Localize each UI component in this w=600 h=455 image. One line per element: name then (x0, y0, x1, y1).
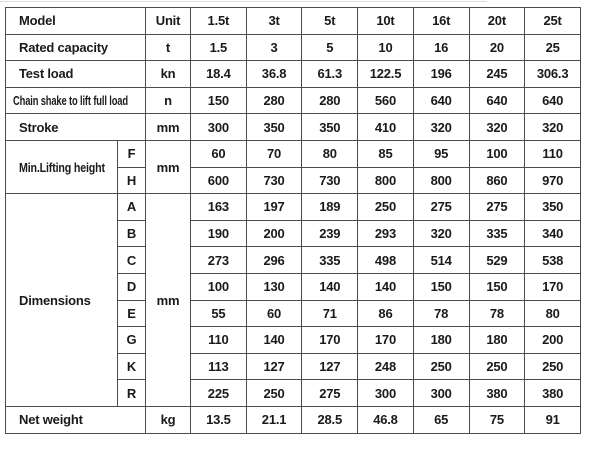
value-cell: 170 (302, 327, 358, 354)
value-cell: 320 (413, 114, 469, 141)
value-cell: 140 (358, 273, 414, 300)
value-cell: 300 (413, 380, 469, 407)
value-cell: 170 (525, 273, 581, 300)
unit-cell: t (146, 34, 191, 61)
value-cell: 1.5 (191, 34, 247, 61)
unit-column-header: Unit (146, 8, 191, 35)
value-cell: 3 (246, 34, 302, 61)
row-label-test-load: Test load (6, 61, 146, 88)
value-cell: 140 (246, 327, 302, 354)
value-cell: 275 (413, 194, 469, 221)
sub-row-label: B (118, 220, 146, 247)
value-cell: 320 (413, 220, 469, 247)
value-cell: 320 (469, 114, 525, 141)
value-cell: 335 (302, 247, 358, 274)
row-label-min-lifting-height: Min.Lifting height (6, 140, 118, 193)
value-cell: 380 (469, 380, 525, 407)
value-cell: 350 (302, 114, 358, 141)
row-label-net-weight: Net weight (6, 406, 146, 433)
sub-row-label: K (118, 353, 146, 380)
value-cell: 170 (358, 327, 414, 354)
value-cell: 25 (525, 34, 581, 61)
value-cell: 180 (469, 327, 525, 354)
column-header: 25t (525, 8, 581, 35)
table-row (6, 34, 581, 61)
table-row (6, 87, 581, 114)
value-cell: 180 (413, 327, 469, 354)
value-cell: 55 (191, 300, 247, 327)
table-row (6, 194, 581, 221)
value-cell: 10 (358, 34, 414, 61)
value-cell: 498 (358, 247, 414, 274)
value-cell: 150 (413, 273, 469, 300)
row-label-dimensions: Dimensions (6, 194, 118, 407)
value-cell: 18.4 (191, 61, 247, 88)
sub-row-label: A (118, 194, 146, 221)
value-cell: 36.8 (246, 61, 302, 88)
value-cell: 130 (246, 273, 302, 300)
value-cell: 20 (469, 34, 525, 61)
value-cell: 110 (525, 140, 581, 167)
column-header: 1.5t (191, 8, 247, 35)
column-header: 5t (302, 8, 358, 35)
value-cell: 800 (358, 167, 414, 194)
table-row (6, 114, 581, 141)
unit-cell: kg (146, 406, 191, 433)
value-cell: 410 (358, 114, 414, 141)
value-cell: 300 (358, 380, 414, 407)
value-cell: 78 (413, 300, 469, 327)
value-cell: 95 (413, 140, 469, 167)
column-header: 3t (246, 8, 302, 35)
unit-cell: mm (146, 140, 191, 193)
value-cell: 122.5 (358, 61, 414, 88)
value-cell: 16 (413, 34, 469, 61)
crop-artifact-line (0, 1, 487, 2)
value-cell: 46.8 (358, 406, 414, 433)
sub-row-label: R (118, 380, 146, 407)
value-cell: 280 (302, 87, 358, 114)
value-cell: 200 (246, 220, 302, 247)
value-cell: 60 (191, 140, 247, 167)
value-cell: 225 (191, 380, 247, 407)
value-cell: 190 (191, 220, 247, 247)
value-cell: 91 (525, 406, 581, 433)
value-cell: 250 (413, 353, 469, 380)
value-cell: 189 (302, 194, 358, 221)
value-cell: 78 (469, 300, 525, 327)
value-cell: 335 (469, 220, 525, 247)
value-cell: 127 (246, 353, 302, 380)
sub-row-label: C (118, 247, 146, 274)
value-cell: 71 (302, 300, 358, 327)
value-cell: 538 (525, 247, 581, 274)
table-row (6, 140, 581, 167)
value-cell: 110 (191, 327, 247, 354)
value-cell: 127 (302, 353, 358, 380)
value-cell: 300 (191, 114, 247, 141)
value-cell: 250 (246, 380, 302, 407)
value-cell: 250 (469, 353, 525, 380)
unit-cell: n (146, 87, 191, 114)
value-cell: 100 (469, 140, 525, 167)
unit-cell: kn (146, 61, 191, 88)
value-cell: 100 (191, 273, 247, 300)
value-cell: 28.5 (302, 406, 358, 433)
spec-table (5, 7, 581, 434)
unit-cell: mm (146, 114, 191, 141)
value-cell: 800 (413, 167, 469, 194)
sub-row-label: F (118, 140, 146, 167)
value-cell: 80 (302, 140, 358, 167)
value-cell: 5 (302, 34, 358, 61)
value-cell: 60 (246, 300, 302, 327)
unit-cell: mm (146, 194, 191, 407)
value-cell: 273 (191, 247, 247, 274)
value-cell: 320 (525, 114, 581, 141)
row-label-rated-capacity: Rated capacity (6, 34, 146, 61)
value-cell: 21.1 (246, 406, 302, 433)
value-cell: 75 (469, 406, 525, 433)
header-row (6, 8, 581, 35)
row-label-chain-shake: Chain shake to lift full load (6, 87, 146, 114)
value-cell: 65 (413, 406, 469, 433)
value-cell: 13.5 (191, 406, 247, 433)
value-cell: 970 (525, 167, 581, 194)
table-row (6, 406, 581, 433)
value-cell: 113 (191, 353, 247, 380)
value-cell: 239 (302, 220, 358, 247)
value-cell: 86 (358, 300, 414, 327)
column-header: 20t (469, 8, 525, 35)
value-cell: 640 (469, 87, 525, 114)
value-cell: 80 (525, 300, 581, 327)
value-cell: 640 (525, 87, 581, 114)
value-cell: 380 (525, 380, 581, 407)
sub-row-label: D (118, 273, 146, 300)
value-cell: 163 (191, 194, 247, 221)
value-cell: 140 (302, 273, 358, 300)
value-cell: 250 (525, 353, 581, 380)
value-cell: 150 (191, 87, 247, 114)
sub-row-label: E (118, 300, 146, 327)
value-cell: 245 (469, 61, 525, 88)
row-label-stroke: Stroke (6, 114, 146, 141)
value-cell: 200 (525, 327, 581, 354)
value-cell: 350 (246, 114, 302, 141)
value-cell: 197 (246, 194, 302, 221)
value-cell: 340 (525, 220, 581, 247)
value-cell: 250 (358, 194, 414, 221)
table-row (6, 61, 581, 88)
value-cell: 560 (358, 87, 414, 114)
value-cell: 730 (246, 167, 302, 194)
value-cell: 860 (469, 167, 525, 194)
value-cell: 275 (302, 380, 358, 407)
value-cell: 196 (413, 61, 469, 88)
value-cell: 296 (246, 247, 302, 274)
column-header: 10t (358, 8, 414, 35)
value-cell: 514 (413, 247, 469, 274)
value-cell: 306.3 (525, 61, 581, 88)
sub-row-label: H (118, 167, 146, 194)
value-cell: 600 (191, 167, 247, 194)
value-cell: 61.3 (302, 61, 358, 88)
value-cell: 640 (413, 87, 469, 114)
value-cell: 529 (469, 247, 525, 274)
value-cell: 70 (246, 140, 302, 167)
value-cell: 275 (469, 194, 525, 221)
value-cell: 85 (358, 140, 414, 167)
value-cell: 730 (302, 167, 358, 194)
value-cell: 293 (358, 220, 414, 247)
value-cell: 280 (246, 87, 302, 114)
column-header: 16t (413, 8, 469, 35)
row-label-model: Model (6, 8, 146, 35)
value-cell: 248 (358, 353, 414, 380)
value-cell: 350 (525, 194, 581, 221)
value-cell: 150 (469, 273, 525, 300)
sub-row-label: G (118, 327, 146, 354)
